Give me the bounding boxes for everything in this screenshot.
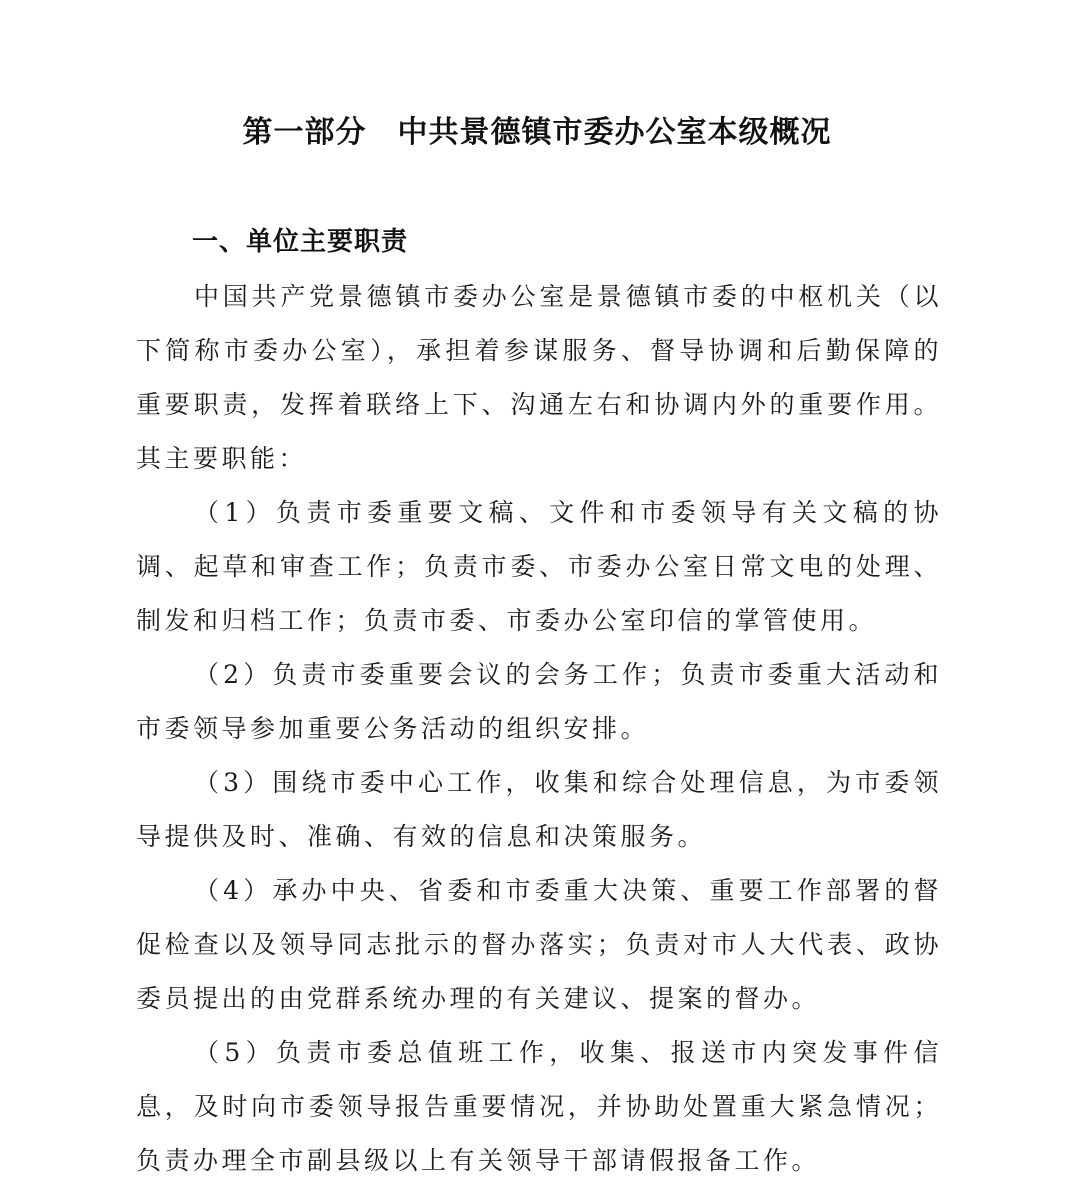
- section-heading: 一、单位主要职责: [192, 227, 409, 257]
- page-title: 第一部分 中共景德镇市委办公室本级概况: [242, 115, 832, 150]
- duty-item-3: （3）围绕市委中心工作，收集和综合处理信息，为市委领导提供及时、准确、有效的信息和决策服务。: [136, 768, 942, 851]
- duty-item-2: （2）负责市委重要会议的会务工作；负责市委重大活动和市委领导参加重要公务活动的组织安排。: [136, 660, 942, 743]
- duty-item-1: （1）负责市委重要文稿、文件和市委领导有关文稿的协调、起草和审查工作；负责市委、市委办公室日常文电的处理、制发和归档工作；负责市委、市委办公室印信的掌管使用。: [136, 498, 942, 635]
- duty-item-4: （4）承办中央、省委和市委重大决策、重要工作部署的督促检查以及领导同志批示的督办落实；负责对市人大代表、政协委员提出的由党群系统办理的有关建议、提案的督办。: [136, 876, 942, 1013]
- duty-item-5: （5）负责市委总值班工作，收集、报送市内突发事件信息，及时向市委领导报告重要情况，并协助处置重大紧急情况；负责办理全市副县级以上有关领导干部请假报备工作。: [136, 1038, 942, 1175]
- intro-paragraph: 中国共产党景德镇市委办公室是景德镇市委的中枢机关（以下简称市委办公室），承担着参谋服务、督导协调和后勤保障的重要职责，发挥着联络上下、沟通左右和协调内外的重要作用。其主要职能：: [136, 282, 942, 473]
